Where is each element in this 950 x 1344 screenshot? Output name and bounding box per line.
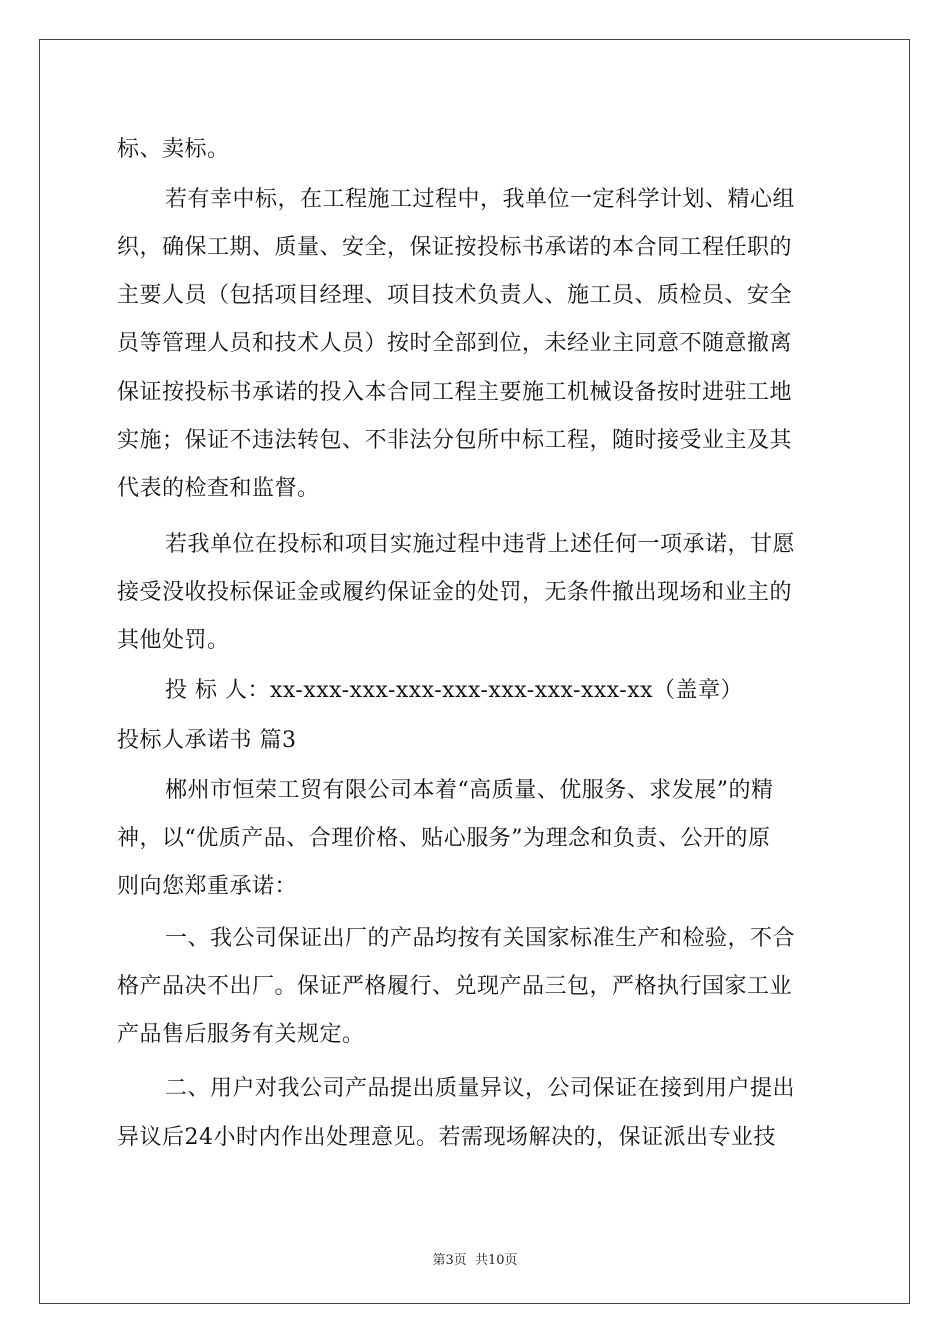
total-pages: 共10页 — [474, 1253, 518, 1268]
text-line: 代表的检查和监督。 — [117, 476, 320, 501]
paragraph-start: 若我单位在投标和项目实施过程中违背上述任何一项承诺，甘愿 — [165, 532, 796, 557]
text-line: 格产品决不出厂。保证严格履行、兑现产品三包，严格执行国家工业 — [117, 974, 793, 999]
section-heading: 投标人承诺书 篇3 — [117, 728, 297, 753]
text-line: 接受没收投标保证金或履约保证金的处罚，无条件撤出现场和业主的 — [117, 580, 793, 605]
text-line: 主要人员（包括项目经理、项目技术负责人、施工员、质检员、安全 — [117, 283, 793, 308]
page-number: 第3页 — [432, 1253, 467, 1268]
text-line: 异议后24小时内作出处理意见。若需现场解决的，保证派出专业技 — [117, 1125, 776, 1150]
text-line: 产品售后服务有关规定。 — [117, 1022, 365, 1047]
text-line: 其他处罚。 — [117, 628, 230, 653]
page-border — [39, 39, 910, 1304]
text-line: 实施；保证不违法转包、不非法分包所中标工程，随时接受业主及其 — [117, 428, 793, 453]
paragraph-start: 郴州市恒荣工贸有限公司本着“高质量、优服务、求发展”的精 — [165, 778, 774, 803]
text-line: 神，以“优质产品、合理价格、贴心服务”为理念和负责、公开的原 — [117, 826, 771, 851]
text-line: 员等管理人员和技术人员）按时全部到位，未经业主同意不随意撤离 — [117, 331, 793, 356]
text-line: 织，确保工期、质量、安全，保证按投标书承诺的本合同工程任职的 — [117, 235, 793, 260]
bidder-signature-line: 投 标 人：xx-xxx-xxx-xxx-xxx-xxx-xxx-xxx-xx（盖章） — [165, 678, 744, 703]
page-footer — [0, 1249, 950, 1268]
text-line: 标、卖标。 — [117, 137, 230, 162]
paragraph-start: 一、我公司保证出厂的产品均按有关国家标准生产和检验，不合 — [165, 926, 796, 951]
paragraph-start: 二、用户对我公司产品提出质量异议，公司保证在接到用户提出 — [165, 1076, 796, 1101]
paragraph-start: 若有幸中标，在工程施工过程中，我单位一定科学计划、精心组 — [165, 187, 796, 212]
text-line: 保证按投标书承诺的投入本合同工程主要施工机械设备按时进驻工地 — [117, 380, 793, 405]
text-line: 则向您郑重承诺： — [117, 874, 298, 899]
